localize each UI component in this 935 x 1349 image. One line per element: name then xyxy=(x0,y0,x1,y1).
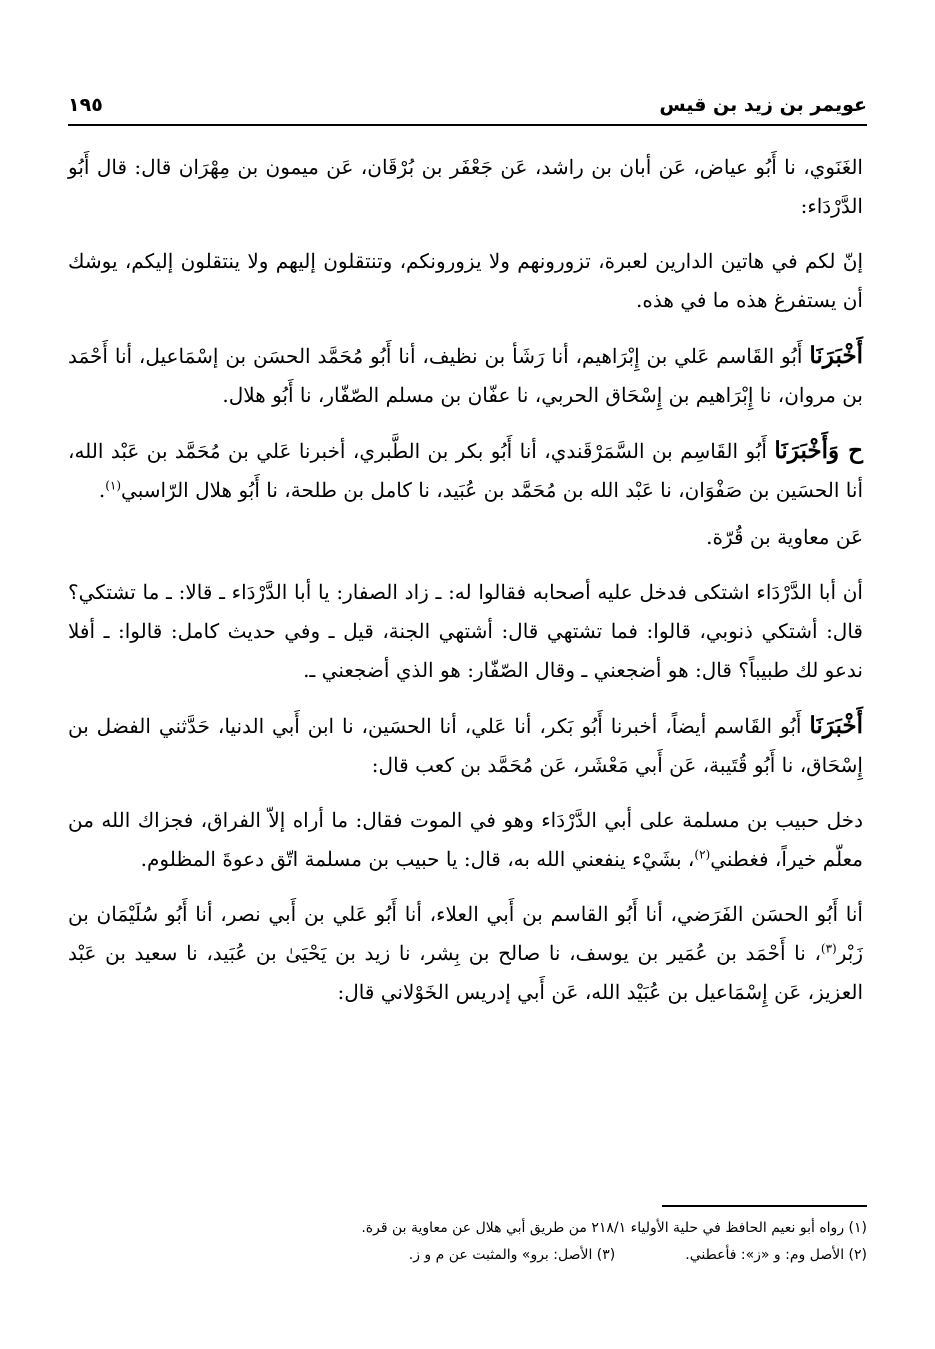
paragraph-5: عَن معاوية بن قُرّة. xyxy=(706,525,863,549)
paragraph-3 xyxy=(68,336,863,415)
footnote-row xyxy=(68,1242,867,1269)
paragraph-text: أَبُو القَاسم عَلي بن إِبْرَاهيم، أنا رَشَأ بن نظيف، أنا أَبُو مُحَمَّد الحسَن بن إسْمَاعيل، أنا أَحْمَد بن مروان، نا إِبْرَاهيم بن إِسْحَاق الحربي، نا عفّان بن مسلم الصّفّار، نا أَبُو هلال. xyxy=(68,344,863,407)
paragraph-8 xyxy=(68,801,863,879)
paragraph-9 xyxy=(68,895,863,1012)
paragraph-7 xyxy=(68,706,863,785)
footnotes xyxy=(68,1215,867,1269)
paragraph-tail: ، بشَيْء ينفعني الله به، قال: يا حبيب بن مسلمة اتّق دعوةَ المظلوم. xyxy=(140,847,695,871)
footnote-divider xyxy=(662,1205,867,1207)
paragraph-text: أَبُو القَاسم أيضاً، أخبرنا أَبُو بَكر، أنا عَلي، أنا الحسَين، نا ابن أَبي الدنيا، حَدَّثني الفضل بن إِسْحَاق، نا أَبُو قُتَيبة، عَن أَبي مَعْشَر، عَن مُحَمَّد بن كعب قال: xyxy=(68,714,863,777)
paragraph-tail: . xyxy=(98,478,106,502)
footnote-2: (٢) الأصل وم: و «ز»: فأعطني. xyxy=(685,1247,867,1263)
footnote-3: (٣) الأصل: برو» والمثبت عن م و ز. xyxy=(408,1247,616,1263)
paragraph-2: إنّ لكم في هاتين الدارين لعبرة، تزورونهم ولا يزورونكم، وتنتقلون إليهم ولا ينتقلون إليكم، يوشك أن يستفرغ هذه ما في هذه. xyxy=(68,249,864,312)
main-text xyxy=(68,148,863,1028)
running-title: عويمر بن زيد بن قيس xyxy=(659,94,867,116)
paragraph-text: أنا أَبُو الحسَن الفَرَضي، أنا أَبُو القاسم بن أَبي العلاء، أنا أَبُو عَلي بن أَبي نصر، أنا أَبُو سُلَيْمَان بن زَبْر xyxy=(68,902,863,965)
paragraph-tail: ، نا أَحْمَد بن عُمَير بن يوسف، نا صالح بن بِشر، نا زيد بن يَحْيَىٰ بن عُبَيد، نا سعيد بن عَبْد العزيز، عَن إِسْمَاعيل بن عُبَيْد الله، عَن أَبي إدريس الخَوْلاني قال: xyxy=(68,941,863,1004)
isnad-keyword: ح وَأَخْبَرَنَا xyxy=(774,437,863,464)
paragraph-6: أن أبا الدَّرْدَاء اشتكى فدخل عليه أصحابه فقالوا له: ـ زاد الصفار: يا أبا الدَّرْدَاء ـ قالا: ـ ما تشتكي؟ قال: أشتكي ذنوبي، قالوا: فما تشتهي قال: أشتهي الجنة، قيل ـ وفي حديث كامل: قالوا: ـ أفلا ندعو لك طبيباً؟ قال: هو أضجعني ـ وقال الصّفّار: هو الذي أضجعني ـ. xyxy=(68,580,863,682)
isnad-keyword: أَخْبَرَنَا xyxy=(809,712,863,739)
footnote-ref-3[interactable]: (٣) xyxy=(820,941,837,956)
footnote-ref-1[interactable]: (١) xyxy=(105,478,122,493)
footnote-1: (١) رواه أبو نعيم الحافظ في حلية الأولياء ٢١٨/١ من طريق أبي هلال عن معاوية بن قرة. xyxy=(361,1220,867,1236)
footnote-ref-2[interactable]: (٢) xyxy=(694,847,711,862)
page-number: ١٩٥ xyxy=(68,94,103,116)
running-header xyxy=(68,90,867,126)
paragraph-1: الغَنَوي، نا أَبُو عياض، عَن أبان بن راشد، عَن جَعْفَر بن بُرْقَان، عَن ميمون بن مِهْرَان قال: قال أَبُو الدَّرْدَاء: xyxy=(68,155,863,218)
paragraph-text: دخل حبيب بن مسلمة على أبي الدَّرْدَاء وهو في الموت فقال: ما أراه إلاّ الفراق، فجزاك الله من معلّم خيراً، فغطني xyxy=(68,808,863,871)
isnad-keyword: أَخْبَرَنَا xyxy=(809,342,863,369)
paragraph-text: أَبُو القَاسِم بن السَّمَرْقَندي، أنا أَبُو بكر بن الطَّبري، أخبرنا عَلي بن مُحَمَّد بن عَبْد الله، أنا الحسَين بن صَفْوَان، نا عَبْد الله بن مُحَمَّد بن عُبَيد، نا كامل بن طلحة، نا أَبُو هلال الرّاسبي xyxy=(68,439,863,502)
paragraph-4 xyxy=(68,431,863,510)
